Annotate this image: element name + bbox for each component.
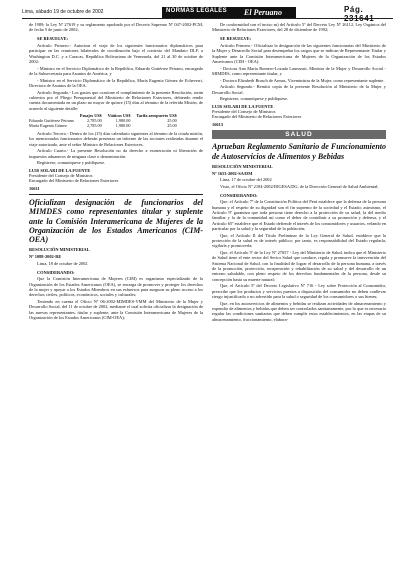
se-resuelve-heading: SE RESUELVE: [220,36,252,42]
closing-formula: Regístrese, comuníquese y publíquese. [37,160,106,166]
se-resuelve-heading: SE RESUELVE: [37,36,69,42]
left-column [29,22,203,322]
divider [29,194,203,195]
paragraph: Que, el Artículo 5º del Decreto Legislativo Nº 716 - Ley sobre Protección al Consumidor, prescribe que los productos y servicios puestos a disposición del consumidor no deben conllevar riesgo injustificado o no advertido para la salud o seguridad de los consumidores o sus bienes; [212,283,386,300]
table-header-cell: Tarifa aeropuerto US$ [136,112,177,118]
list-paragraph: - Ministro en el Servicio Diplomático de la República, María Eugenia Gómez de Echeverri, Directora de Asuntos de la OEA. [29,77,203,88]
table-cell: 25.00 [167,117,177,123]
resolution-type: RESOLUCIÓN MINISTERIAL [29,247,90,253]
table-cell: 2,785.00 [87,117,102,123]
considerando-heading: CONSIDERANDO: [37,269,75,275]
resolution-date: Lima, 18 de octubre de 2002 [37,260,88,266]
publication-number: 16613 [212,121,223,127]
publication-number: 16611 [29,185,40,191]
list-paragraph: - Doctora Ana Maria Romero-Lozada Lauezzari, Ministra de la Mujer y Desarrollo Social - MIMDES, como representante titular, y [212,65,386,76]
resolution-type: RESOLUCIÓN MINISTERIAL [212,163,273,169]
table-header-cell: Pasajes US$ [79,112,102,118]
table-cell: 1,980.00 [115,122,131,128]
paragraph: Que, el Artículo 5º de la Ley Nº 27657 - Ley del Ministerio de Salud, indica que el Ministerio de Salud tiene el ente rector del Sector Salud que conduce, regula y promueve la intervención del Sistema Nacional de Salud, con la finalidad de lograr el desarrollo de la persona humana, a través de la promoción, protección, recuperación y rehabilitación de su salud y del desarrollo de un entorno saludable, con pleno respeto de los derechos fundamentales de la persona, desde su concepción hasta su muerte natural; [212,250,386,282]
table-cell: 25.00 [167,122,177,128]
paragraph: Visto, el Oficio Nº 2184-2002/DIGESA/DG, de la Dirección General de Salud Ambiental; [220,183,379,189]
resolution-title: Aprueban Reglamento Sanitario de Funcionamiento de Autoservicios de Alimentos y Bebidas [212,142,386,161]
table-cell: 1,980.00 [115,117,131,123]
table-cell: Eduardo Gutiérrez Peirano [29,117,74,123]
paragraph: Que la Comisión Interamericana de Mujeres (CIM) es organismo especializado de la Organización de los Estados Americanos (OEA), se encarga de promover y proteger los derechos de la mujer y apoyar a los Estados Miembros en sus esfuerzos para asegurar su pleno acceso a los derechos civiles, políticos, económicos, sociales y culturales; [29,276,203,298]
right-column [212,22,386,323]
article-paragraph: Artículo Cuarto.- La presente Resolución no da derecho a exoneración ni liberación de impuestos aduaneros de ninguna clase o denominación. [29,148,203,159]
article-paragraph: Artículo Primero.- Oficializar la designación de las siguientes funcionarias del Ministerio de la Mujer y Desarrollo Social para desempeñar los cargos que se indican de Representante Titular y Suplente ante la Comisión Interamericana de Mujeres de la Organización de los Estados Americanos (CIM - OEA): [212,42,386,64]
signatory-title: Encargado del Ministerio de Relaciones Exteriores [212,114,302,120]
expenses-table [29,113,180,128]
header-page-number: Pág. [344,5,364,14]
newspaper-logo: El Peruano [244,8,283,17]
signatory-title: Presidente del Consejo de Ministros [212,108,276,114]
paragraph: Teniendo en cuenta el Oficio Nº 06-2002-MIMDES-VMM del Ministerio de la Mujer y Desarrollo Social, del 11 de octubre de 2002, mediante el cual solicita oficializar la designación de las nuevas representantes, titular y suplente, ante la Comisión Interamericana de Mujeres de la Organización de los Estados Americanos (CIM-OEA); [29,298,203,321]
header-section: NORMAS LEGALES [166,8,227,14]
signatory-title: Encargado del Ministerio de Relaciones Exteriores [29,178,119,184]
article-paragraph: Artículo Segundo.- Remitir copia de la presente Resolución al Ministerio de la Mujer y Desarrollo Social. [212,84,386,95]
table-cell: 2,785.00 [87,122,102,128]
resolution-title: Oficializan designación de funcionarios del MIMDES como representantes titular y suplente ante la Comisión Interamericana de Mujeres de la Organización de los Estados Americanos (CIM-OEA) [29,197,203,245]
signature-block [212,104,386,120]
resolution-date: Lima, 17 de octubre del 2002 [220,177,272,183]
table-row [29,123,180,128]
article-paragraph: Artículo Segundo.- Los gastos que ocasione el cumplimiento de la presente Resolución, serán cubiertos por el Pliego Presupuestal del Ministerio de Relaciones Exteriores, debiendo rendir cuenta documentada en un plazo no mayor de quince (15) días al término de la referida Misión, de acuerdo al siguiente detalle: [29,89,203,111]
paragraph: Que, el Artículo II del Título Preliminar de la Ley General de Salud, establece que la protección de la salud es de interés público; por tanto, es responsabilidad del Estado regularla, vigilarla y promoverla; [212,232,386,249]
list-paragraph: - Doctora Elizabeth Brasch de Armas, Viceministra de la Mujer, como representante suplente. [220,77,385,83]
section-band-salud: SALUD [212,130,386,139]
signatory-name: LUIS SOLARI DE LA FUENTE [212,103,274,109]
table-cell: María Eugenia Gómez [29,122,67,128]
paragraph: de 1989; la Ley Nº 27619 y su reglamento aprobado por el Decreto Supremo Nº 047-2002-PCM, de fecha 5 de junio de 2002; [29,22,203,33]
signatory-name: LUIS SOLARI DE LA FUENTE [29,167,91,173]
paragraph: Que, en los autoservicios de alimentos y bebidas se realizan actividades de almacenamiento y expendio de alimentos y bebidas que deben ser controlados sanitariamente, por lo que es necesario regular las condiciones sanitarias que deben cumplir estos establecimientos, en las etapas de su almacenamiento, fraccionamiento, elabora- [212,300,386,322]
signatory-title: Presidente del Consejo de Ministros [29,172,93,178]
resolution-number: Nº 1653-2002-SA/DM [212,170,253,176]
header-date: Lima, sábado 19 de octubre de 2002 [22,9,104,15]
closing-formula: Regístrese, comuníquese y publíquese. [220,96,289,102]
header-rule [22,18,393,19]
considerando-heading: CONSIDERANDO: [220,192,258,198]
table-header-cell: Viáticos US$ [107,112,131,118]
signature-block [29,168,203,184]
list-paragraph: - Ministro en el Servicio Diplomático de la República, Eduardo Gutiérrez Peirano, encargado de la Subsecretaría para Asuntos de América, y [29,65,203,76]
paragraph: Que, el Artículo 7º de la Constitución Política del Perú establece que la defensa de la persona humana y el respeto de su dignidad son el fin supremo de la sociedad y el Estado; asimismo, el Artículo 9º garantiza que toda persona tiene derecho a la protección de su salud, la del medio familiar y la de la comunidad así como el deber de contribuir a su promoción y defensa, y el Artículo 65º establece que el Estado defiende el interés de los consumidores y usuarios, velando en particular por la salud y la seguridad de la población; [212,199,387,232]
article-paragraph: Artículo Tercero.- Dentro de los (15) días calendario siguientes al término de la citada misión, los mencionados funcionarios deberán presentar un informe de las acciones realizadas durante el viaje autorizado, ante el señor Ministro de Relaciones Exteriores. [29,130,203,147]
article-paragraph: Artículo Primero.- Autorizar el viaje de los siguientes funcionarios diplomáticos para participar en las reuniones bilaterales de coordinación bajo el contexto del Mandato DLF, a Washington D.C. y a Caracas, República Bolivariana de Venezuela, del 21 al 30 de octubre de 2002: [29,42,203,64]
resolution-number: Nº 1088-2002-RE [29,254,62,260]
paragraph: De conformidad con el inciso m) del Artículo 5º del Decreto Ley Nº 26112, Ley Orgánica del Ministerio de Relaciones Exteriores, del 28 de diciembre de 1992; [212,22,386,33]
